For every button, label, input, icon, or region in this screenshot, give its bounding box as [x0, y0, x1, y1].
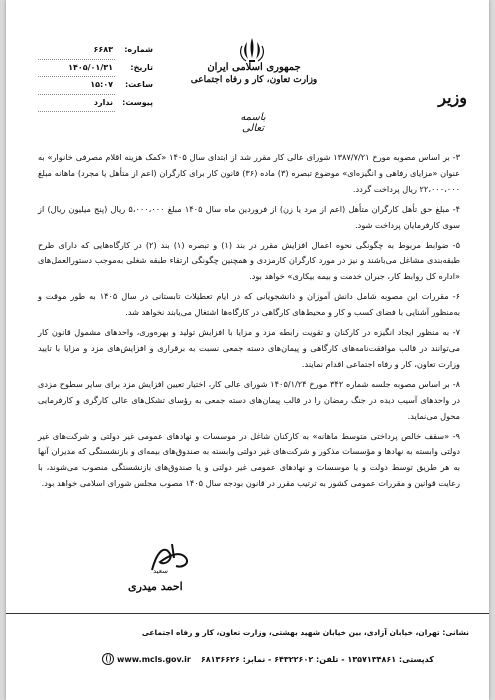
footer-address: نشانی: تهران، خیابان آزادی، بین خیابان شهید بهشتی، وزارت تعاون، کار و رفاه اجتماعی: [141, 628, 469, 637]
paragraph-6: ۶- مقررات این مصوبه شامل دانش آموزان و دانشجویانی که در ایام تعطیلات تابستانی در سال ۱۴۰۵ به طور موقت و به‌منظور آشنایی با فضای کسب و کار و محیط‌های کارگاهی در کارگاه‌ها اشتغال می‌یابند نخواهد شد.: [38, 291, 460, 318]
letter-body: [38, 150, 460, 492]
meta-number-label: شماره:: [124, 45, 153, 54]
basmala-motto: باسمه تعالی: [240, 112, 266, 134]
paragraph-8: ۸- بر اساس مصوبه جلسه شماره ۳۴۲ مورخ ۱۴۰۵/۱/۲۴ شورای عالی کار، اختیار تعیین افزایش مزد برای سایر سطوح مزدی در واحدهای آسیب دیده در جنگ رمضان را در قالب پیمان‌های دسته جمعی به رؤسای تشکل‌های عالی کارگری و کارفرمایی محول می‌نماید.: [38, 378, 460, 421]
website-link[interactable]: www.mcls.gov.ir: [117, 654, 191, 664]
meta-attachment-label: پیوست:: [122, 97, 153, 107]
meta-number-value: ۶۶۸۳: [38, 42, 115, 60]
meta-attachment-value: ندارد: [38, 95, 115, 113]
signature-sub: سعید: [153, 567, 169, 575]
footer-contact: [102, 653, 434, 665]
footer-divider: [6, 613, 489, 614]
signatory-name: احمد میدری: [128, 580, 183, 593]
meta-date-label: تاریخ:: [130, 62, 153, 72]
meta-time-row: [38, 77, 153, 95]
paragraph-9: ۹- «سقف خالص پرداختی متوسط ماهانه» به کارکنان شاغل در موسسات و نهادهای عمومی غیر دولتی و شرکت‌های غیر دولتی وابسته به نهادها و مؤسسات مذکور و شرکت‌های غیر دولتی وابسته به صندوق‌های بیمه‌ای و بازنشستگی که مدیران آنها به هر طریق توسط دولت و یا موسسات و نهادهای عمومی غیر دولتی و یا صندوق‌های بازنشستگی منصوب می‌شوند، با رعایت قوانین و مقررات عمومی کشور به ترتیب مقرر در قانون بودجه سال ۱۴۰۵ مصوب مجلس شورای اسلامی خواهد بود.: [38, 430, 460, 489]
paragraph-4: ۴- مبلغ حق تأهل کارگران متأهل (اعم از مرد یا زن) از فروردین ماه سال ۱۴۰۵ مبلغ ۵،۰۰۰،۰۰۰ ریال (پنج میلیون ریال) از سوی کارفرمایان پرداخت شود.: [38, 203, 460, 230]
meta-time-label: ساعت:: [124, 80, 153, 89]
meta-date-value: ۱۴۰۵/۰۱/۳۱: [38, 60, 115, 78]
meta-date-row: [38, 60, 153, 78]
meta-number-row: [38, 42, 153, 60]
meta-attachment-row: [38, 95, 153, 113]
letter-page: [6, 0, 489, 700]
paragraph-7: ۷- به منظور ایجاد انگیزه در کارکنان و تقویت رابطه مزد و مزایا با افزایش تولید و بهره‌وری، واحدهای مشمول قانون کار می‌توانند در قالب موافقت‌نامه‌های کارگاهی و پیمان‌های دسته جمعی نسبت به برقراری و افزایش‌های مزد و مزایا با تایید وزارت تعاون، کار و رفاه اجتماعی اقدام نمایند.: [38, 327, 460, 369]
letter-meta: [38, 42, 153, 112]
globe-icon: [102, 653, 114, 665]
meta-time-value: ۱۵:۰۷: [38, 77, 115, 95]
country-name: جمهوری اسلامی ایران: [207, 62, 301, 73]
paragraph-3: ۳- بر اساس مصوبه مورخ ۱۳۸۷/۷/۲۱ شورای عالی کار مقرر شد از ابتدای سال ۱۴۰۵ «کمک هزینه اقلام مصرفی خانوار» به عنوان «مزایای رفاهی و انگیزه‌ای» موضوع تبصره (۳) ماده (۳۶) قانون کار برای کارگران (اعم از متأهل یا مجرد) ماهانه مبلغ ۲۲،۰۰۰،۰۰۰ ریال پرداخت گردد.: [38, 152, 460, 194]
paragraph-5: ۵- ضوابط مربوط به چگونگی نحوه اعمال افزایش مقرر در بند (۱) و تبصره (۱) بند (۲) در کارگاه‌هایی که دارای طرح طبقه‌بندی مشاغل می‌باشند و نیز در مورد کارگران کارمزدی و همچنین چگونگی ارتقاء طبقه شغلی به‌موجب دستورالعمل‌های «اداره کل روابط کار، جبران خدمت و بیمه بیکاری» خواهد بود.: [38, 239, 460, 282]
minister-heading: وزیر: [438, 88, 467, 107]
ministry-name: وزارت تعاون، کار و رفاه اجتماعی: [190, 75, 318, 85]
footer-phones: کدپستی: ۱۳۵۷۱۳۴۸۶۱ - تلفن: ۶۴۳۲۲۶۰۲ - نمابر: ۶۸۱۳۶۶۲۶: [200, 654, 434, 664]
